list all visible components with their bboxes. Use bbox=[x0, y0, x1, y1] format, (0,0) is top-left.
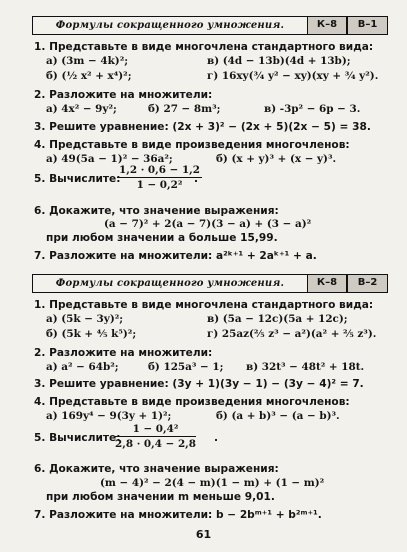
variant-1-variant-tag: В–1 bbox=[347, 16, 388, 35]
v1-task-1-question: 1. Представьте в виде многочлена стандартного вида: bbox=[34, 41, 374, 53]
v1-task-1-g: г) 16xy(¾ y² − xy)(xy + ¾ y²). bbox=[207, 70, 379, 82]
v1-task-2-v: в) -3p² − 6p − 3. bbox=[264, 103, 361, 115]
v2-task-5-end: . bbox=[214, 432, 219, 444]
variant-2-variant-tag: В–2 bbox=[347, 274, 388, 293]
v1-task-1-a: а) (3m − 4k)²; bbox=[46, 55, 129, 67]
v2-task-6-question: 6. Докажите, что значение выражения: bbox=[34, 463, 279, 475]
v2-task-1-a: а) (5k − 3y)²; bbox=[46, 313, 124, 325]
variant-2-title: Формулы сокращенного умножения. bbox=[55, 278, 285, 289]
variant-1-class-tag: К–8 bbox=[307, 16, 347, 35]
v1-task-2-b: б) 27 − 8m³; bbox=[148, 103, 221, 115]
v1-task-5-end: . bbox=[194, 173, 199, 185]
v2-task-7: 7. Разложите на множители: b − 2bᵐ⁺¹ + b²ᵐ⁺¹. bbox=[34, 509, 322, 521]
v2-task-5-label: 5. Вычислите: bbox=[34, 432, 121, 444]
v2-task-2-b: б) 125a³ − 1; bbox=[148, 361, 224, 373]
v1-task-2-a: а) 4x² − 9y²; bbox=[46, 103, 117, 115]
v2-task-3: 3. Решите уравнение: (3y + 1)(3y − 1) − (3y − 4)² = 7. bbox=[34, 378, 364, 390]
v1-task-5-label: 5. Вычислите: bbox=[34, 173, 121, 185]
variant-1-title: Формулы сокращенного умножения. bbox=[55, 20, 285, 31]
v1-task-2-question: 2. Разложите на множители: bbox=[34, 89, 213, 101]
v1-task-3: 3. Решите уравнение: (2x + 3)² − (2x + 5)(2x − 5) = 38. bbox=[34, 121, 371, 133]
v2-task-6-expression: (m − 4)² − 2(4 − m)(1 − m) + (1 − m)² bbox=[100, 477, 325, 489]
page-number: 61 bbox=[195, 528, 212, 541]
v2-task-1-v: в) (5a − 12c)(5a + 12c); bbox=[207, 313, 348, 325]
v2-task-2-a: а) a² − 64b²; bbox=[46, 361, 119, 373]
v2-task-1-question: 1. Представьте в виде многочлена стандартного вида: bbox=[34, 299, 374, 311]
v2-task-1-b: б) (5k + ⅘ k⁵)²; bbox=[46, 328, 137, 340]
variant-2-header bbox=[32, 274, 388, 293]
variant-1-header bbox=[32, 16, 388, 35]
v1-task-4-a: а) 49(5a − 1)² − 36a²; bbox=[46, 153, 173, 165]
v2-task-4-question: 4. Представьте в виде произведения многочленов: bbox=[34, 396, 350, 408]
v2-task-5-fraction bbox=[115, 423, 196, 450]
v1-task-6-question: 6. Докажите, что значение выражения: bbox=[34, 205, 279, 217]
v2-task-1-g: г) 25az(⅖ z³ − a²)(a² + ⅖ z³). bbox=[207, 328, 377, 340]
v2-task-4-a: а) 169y⁴ − 9(3y + 1)²; bbox=[46, 410, 172, 422]
v1-task-5-numerator: 1,2 · 0,6 − 1,2 bbox=[119, 164, 201, 176]
v1-task-6-tail: при любом значении a больше 15,99. bbox=[46, 232, 278, 244]
variant-2-class-tag: К–8 bbox=[307, 274, 347, 293]
v2-task-4-b: б) (a + b)³ − (a − b)³. bbox=[216, 410, 340, 422]
v1-task-5-fraction bbox=[117, 164, 202, 191]
v1-task-4-b: б) (x + y)³ + (x − y)³. bbox=[216, 153, 337, 165]
v1-task-1-v: в) (4d − 13b)(4d + 13b); bbox=[207, 55, 351, 67]
v1-task-4-question: 4. Представьте в виде произведения многочленов: bbox=[34, 139, 350, 151]
v1-task-1-b: б) (½ x² + x⁴)²; bbox=[46, 70, 132, 82]
v2-task-5-numerator: 1 − 0,4² bbox=[115, 423, 196, 437]
v1-task-7: 7. Разложите на множители: a²ᵏ⁺¹ + 2aᵏ⁺¹ + a. bbox=[34, 250, 317, 262]
v1-task-6-expression: (a − 7)² + 2(a − 7)(3 − a) + (3 − a)² bbox=[104, 218, 312, 230]
v2-task-2-question: 2. Разложите на множители: bbox=[34, 347, 213, 359]
v2-task-6-tail: при любом значении m меньше 9,01. bbox=[46, 491, 275, 503]
v2-task-2-v: в) 32t³ − 48t² + 18t. bbox=[246, 361, 365, 373]
v2-task-5-denominator: 2,8 · 0,4 − 2,8 bbox=[115, 438, 197, 450]
v1-task-5-denominator: 1 − 0,2² bbox=[136, 179, 183, 191]
